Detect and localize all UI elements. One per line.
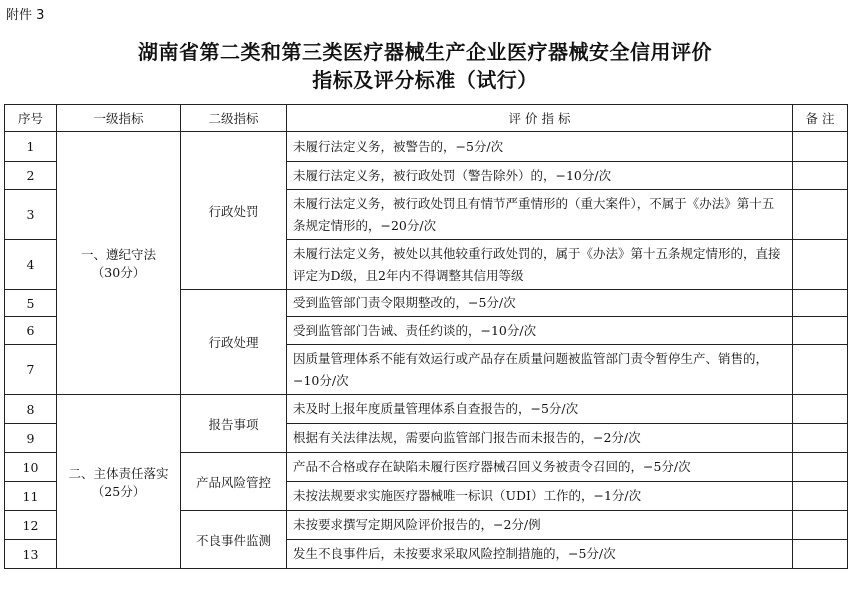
header-level2: 二级指标 [181, 105, 287, 132]
remark-cell [793, 162, 848, 190]
row-number: 5 [5, 290, 57, 317]
criteria-text: 未履行法定义务，被处以其他较重行政处罚的，属于《办法》第十五条规定情形的，直接评定为D级，且2年内不得调整其信用等级 [287, 240, 793, 290]
row-number: 7 [5, 345, 57, 395]
header-no: 序号 [5, 105, 57, 132]
criteria-text: 受到监管部门责令限期整改的，−5分/次 [287, 290, 793, 317]
header-level1: 一级指标 [57, 105, 181, 132]
level1-cell [57, 395, 181, 569]
criteria-text: 发生不良事件后，未按要求采取风险控制措施的，−5分/次 [287, 540, 793, 569]
criteria-text: 未按法规要求实施医疗器械唯一标识（UDI）工作的，−1分/次 [287, 482, 793, 511]
remark-cell [793, 317, 848, 345]
criteria-table [4, 104, 848, 569]
row-number: 13 [5, 540, 57, 569]
header-remark: 备 注 [793, 105, 848, 132]
row-number: 4 [5, 240, 57, 290]
document-title-line-2: 指标及评分标准（试行） [312, 68, 538, 92]
criteria-text: 未履行法定义务，被行政处罚且有情节严重情形的（重大案件），不属于《办法》第十五条规定情形的，−20分/次 [287, 190, 793, 240]
remark-cell [793, 290, 848, 317]
level1-label: 一、遵纪守法 [80, 247, 156, 262]
table-header-row [5, 105, 848, 132]
row-number: 6 [5, 317, 57, 345]
header-criteria: 评 价 指 标 [287, 105, 793, 132]
criteria-text: 未按要求撰写定期风险评价报告的，−2分/例 [287, 511, 793, 540]
criteria-text: 根据有关法律法规，需要向监管部门报告而未报告的，−2分/次 [287, 424, 793, 453]
level2-cell: 报告事项 [181, 395, 287, 453]
table-row [5, 395, 848, 424]
row-number: 9 [5, 424, 57, 453]
criteria-text: 未履行法定义务，被行政处罚（警告除外）的，−10分/次 [287, 162, 793, 190]
remark-cell [793, 482, 848, 511]
attachment-label: 附件 3 [6, 8, 45, 23]
level2-cell: 不良事件监测 [181, 511, 287, 569]
criteria-text: 未及时上报年度质量管理体系自查报告的，−5分/次 [287, 395, 793, 424]
row-number: 8 [5, 395, 57, 424]
remark-cell [793, 453, 848, 482]
row-number: 2 [5, 162, 57, 190]
remark-cell [793, 240, 848, 290]
remark-cell [793, 424, 848, 453]
level1-label: 二、主体责任落实 [68, 465, 169, 481]
level1-score: （25分） [91, 483, 146, 499]
criteria-text: 因质量管理体系不能有效运行或产品存在质量问题被监管部门责令暂停生产、销售的，−10分/次 [287, 345, 793, 395]
row-number: 12 [5, 511, 57, 540]
level2-cell: 产品风险管控 [181, 453, 287, 511]
remark-cell [793, 540, 848, 569]
document-title-line-1: 湖南省第二类和第三类医疗器械生产企业医疗器械安全信用评价 [138, 40, 712, 64]
level2-cell: 行政处罚 [181, 132, 287, 290]
remark-cell [793, 395, 848, 424]
row-number: 11 [5, 482, 57, 511]
criteria-text: 未履行法定义务，被警告的，−5分/次 [287, 132, 793, 162]
table-row [5, 132, 848, 162]
remark-cell [793, 190, 848, 240]
criteria-text: 产品不合格或存在缺陷未履行医疗器械召回义务被责令召回的，−5分/次 [287, 453, 793, 482]
row-number: 3 [5, 190, 57, 240]
level2-cell: 行政处理 [181, 290, 287, 395]
remark-cell [793, 132, 848, 162]
level1-score: （30分） [91, 265, 146, 280]
remark-cell [793, 511, 848, 540]
level1-cell [57, 132, 181, 395]
row-number: 10 [5, 453, 57, 482]
criteria-text: 受到监管部门告诫、责任约谈的，−10分/次 [287, 317, 793, 345]
row-number: 1 [5, 132, 57, 162]
remark-cell [793, 345, 848, 395]
